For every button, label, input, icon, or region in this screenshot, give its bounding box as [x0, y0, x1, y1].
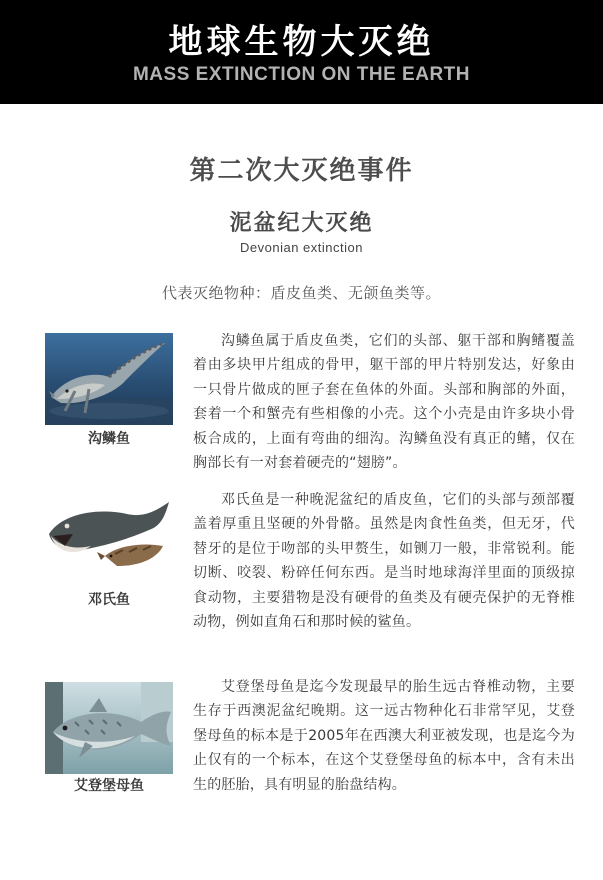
representative-species: 代表灭绝物种：盾皮鱼类、无颌鱼类等。 [161, 284, 441, 302]
materpiscis-image [45, 682, 173, 774]
entry-name: 沟鳞鱼 [88, 431, 130, 447]
entry-name: 艾登堡母鱼 [74, 778, 144, 794]
entry-description: 邓氏鱼是一种晚泥盆纪的盾皮鱼，它们的头部与颈部覆盖着厚重且坚硬的外骨骼。虽然是肉食性鱼类，但无牙，代替牙的是位于吻部的头甲赘生，如铡刀一般，非常锐利。能切断、咬裂、粉碎任何东西。是当时地球海洋里面的顶级掠食动物，主要猎物是没有硬骨的鱼类及有硬壳保护的无脊椎动物，例如直角石和那时候的鲨鱼。 [193, 492, 575, 631]
period-title: 泥盆纪大灭绝 [229, 211, 374, 236]
header-banner [0, 0, 603, 104]
header-title: 地球生物大灭绝 [168, 22, 435, 62]
dunkleosteus-image [45, 496, 173, 588]
entry-name: 邓氏鱼 [88, 592, 130, 608]
period-subtitle: Devonian extinction [240, 240, 363, 255]
bothriolepis-image [45, 333, 173, 425]
entry-description: 沟鳞鱼属于盾皮鱼类，它们的头部、躯干部和胸鳍覆盖着由多块甲片组成的骨甲，躯干部的甲片特别发达，好象由一只骨片做成的匣子套在鱼体的外面。头部和胸部的外面，套着一个和蟹壳有些相像的小壳。这个小壳是由许多块小骨板合成的，上面有弯曲的细沟。沟鳞鱼没有真正的鳍，仅在胸部长有一对套着硬壳的“翅膀”。 [193, 333, 575, 472]
header-subtitle: MASS EXTINCTION ON THE EARTH [132, 64, 470, 85]
entry-description: 艾登堡母鱼是迄今发现最早的胎生远古脊椎动物，主要生存于西澳泥盆纪晚期。这一远古物种化石非常罕见，艾登堡母鱼的标本是于2005年在西澳大利亚被发现，也是迄今为止仅有的一个标本，在这个艾登堡母鱼的标本中，含有未出生的胚胎，具有明显的胎盘结构。 [193, 679, 575, 793]
event-title: 第二次大灭绝事件 [189, 156, 414, 186]
